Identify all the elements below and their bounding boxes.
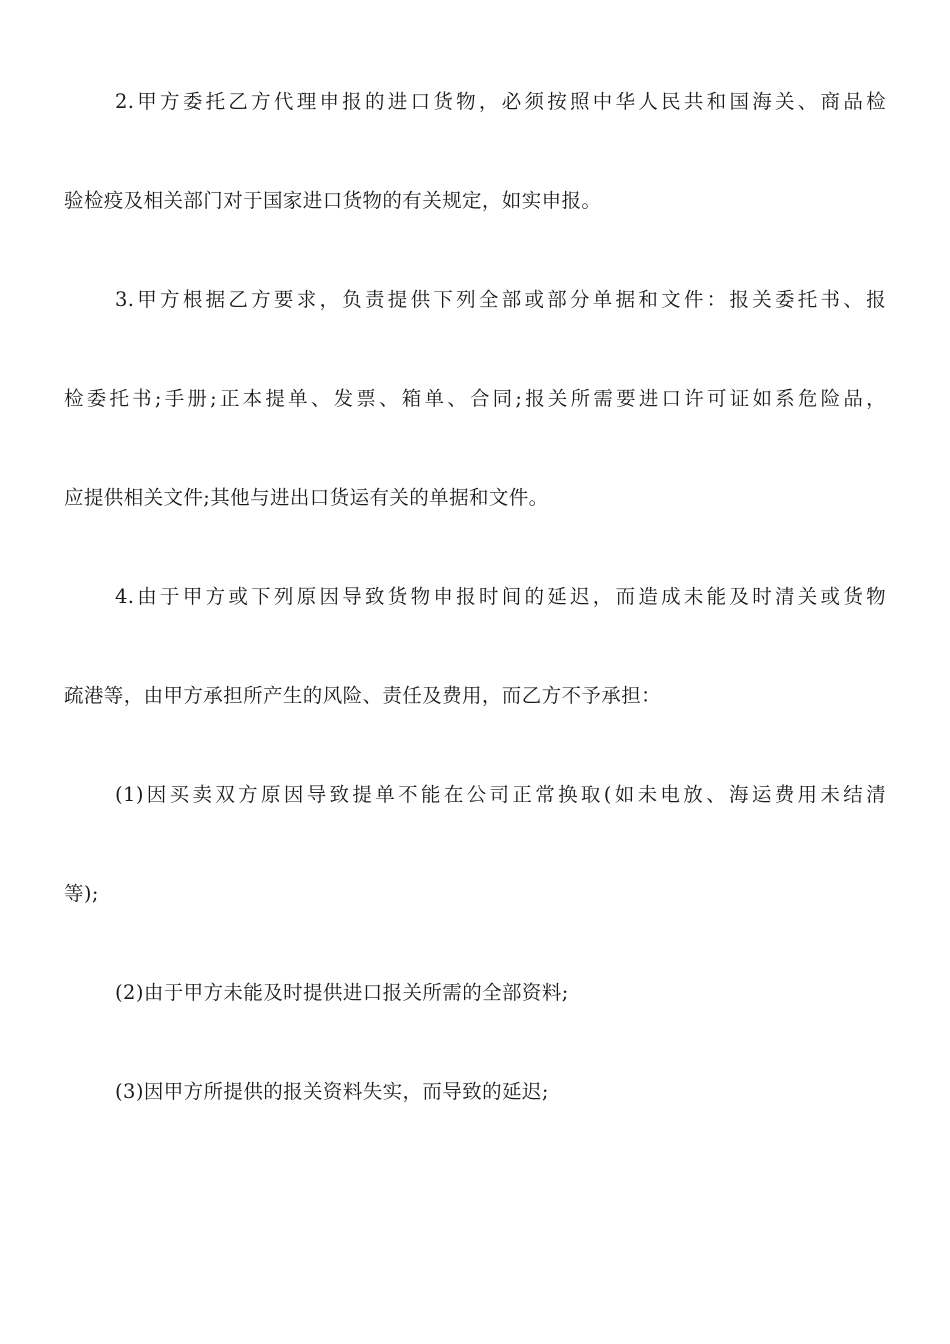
item-1-line-1: (1)因买卖双方原因导致提单不能在公司正常换取(如未电放、海运费用未结清	[115, 783, 886, 806]
clause-2-line-1: 2.甲方委托乙方代理申报的进口货物，必须按照中华人民共和国海关、商品检	[115, 90, 886, 113]
clause-3-line-3: 应提供相关文件;其他与进出口货运有关的单据和文件。	[64, 486, 549, 509]
clause-4-line-2: 疏港等，由甲方承担所产生的风险、责任及费用，而乙方不予承担：	[64, 684, 662, 707]
clause-3-line-2: 检委托书;手册;正本提单、发票、箱单、合同;报关所需要进口许可证如系危险品，	[64, 387, 886, 410]
clause-2-line-2: 验检疫及相关部门对于国家进口货物的有关规定，如实申报。	[64, 189, 602, 212]
item-3-line: (3)因甲方所提供的报关资料失实，而导致的延迟;	[115, 1080, 549, 1103]
clause-3-line-1: 3.甲方根据乙方要求，负责提供下列全部或部分单据和文件：报关委托书、报	[115, 288, 886, 311]
item-2-line: (2)由于甲方未能及时提供进口报关所需的全部资料;	[115, 981, 569, 1004]
clause-4-line-1: 4.由于甲方或下列原因导致货物申报时间的延迟，而造成未能及时清关或货物	[115, 585, 886, 608]
item-1-line-2: 等);	[64, 882, 99, 905]
